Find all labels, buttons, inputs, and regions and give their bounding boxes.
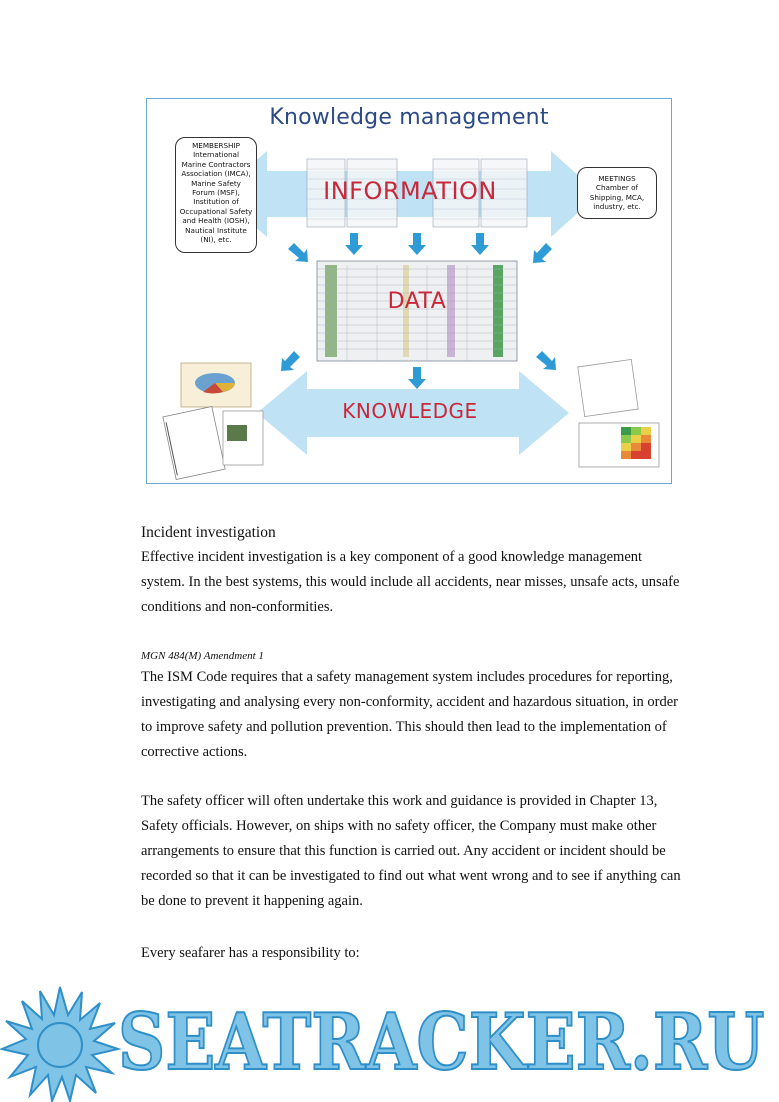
callout-line: Association (IMCA), xyxy=(181,169,251,179)
paragraph-4: Every seafarer has a responsibility to: xyxy=(141,945,360,961)
data-label: DATA xyxy=(387,289,447,314)
callout-line: Forum (MSF), xyxy=(192,188,240,198)
paragraph-1 xyxy=(141,545,680,620)
text-line: The safety officer will often undertake this work and guidance is provided in Chapter 13, xyxy=(141,793,658,809)
callout-line: and Health (IOSH), xyxy=(182,216,250,226)
callout-line: Marine Safety xyxy=(191,178,241,188)
information-label: INFORMATION xyxy=(323,177,497,205)
callout-line: Chamber of xyxy=(595,183,639,193)
paragraph-3 xyxy=(141,789,681,914)
paragraph-2 xyxy=(141,665,679,765)
text-line: be done to prevent it happening again. xyxy=(141,893,363,909)
text-line: Safety officials. However, on ships with no safety officer, the Company must make other xyxy=(141,818,657,834)
callout-line: Institution of xyxy=(193,197,239,207)
membership-callout xyxy=(175,137,257,253)
figure-title: Knowledge management xyxy=(269,105,549,130)
section-heading: Incident investigation xyxy=(141,524,276,541)
text-line: recorded so that it can be investigated to find out what went wrong and to see if anything can xyxy=(141,868,681,884)
callout-line: (NI), etc. xyxy=(200,235,232,245)
callout-line: International xyxy=(193,150,239,160)
text-line: corrective actions. xyxy=(141,744,248,760)
callout-line: industry, etc. xyxy=(593,202,641,212)
bottom-left-documents xyxy=(163,363,263,479)
text-line: Effective incident investigation is a key component of a good knowledge management xyxy=(141,549,643,565)
text-line: investigating and analysing every non-conformity, accident and hazardous situation, in order xyxy=(141,694,679,710)
text-line: conditions and non-conformities. xyxy=(141,599,334,615)
sun-core xyxy=(38,1023,82,1067)
text-line: system. In the best systems, this would include all accidents, near misses, unsafe acts, unsafe xyxy=(141,574,680,590)
knowledge-management-figure xyxy=(146,98,672,484)
text-line: arrangements to ensure that this function is carried out. Any accident or incident should be xyxy=(141,843,666,859)
knowledge-label: KNOWLEDGE xyxy=(342,399,478,423)
callout-line: MEETINGS xyxy=(598,174,636,183)
bottom-right-documents xyxy=(578,359,659,467)
callout-line: Shipping, MCA, xyxy=(589,192,645,202)
callout-line: Occupational Safety xyxy=(179,206,253,216)
reference-note: MGN 484(M) Amendment 1 xyxy=(141,650,264,662)
watermark-text: SEATRACKER.RU xyxy=(118,997,765,1088)
text-line: to improve safety and pollution prevention. This should then lead to the implementation of xyxy=(141,719,667,735)
callout-line: Nautical Institute xyxy=(185,225,247,235)
callout-line: Marine Contractors xyxy=(181,159,251,169)
text-line: The ISM Code requires that a safety management system includes procedures for reporting, xyxy=(141,669,673,685)
meetings-callout xyxy=(577,167,657,219)
callout-line: MEMBERSHIP xyxy=(192,141,240,150)
